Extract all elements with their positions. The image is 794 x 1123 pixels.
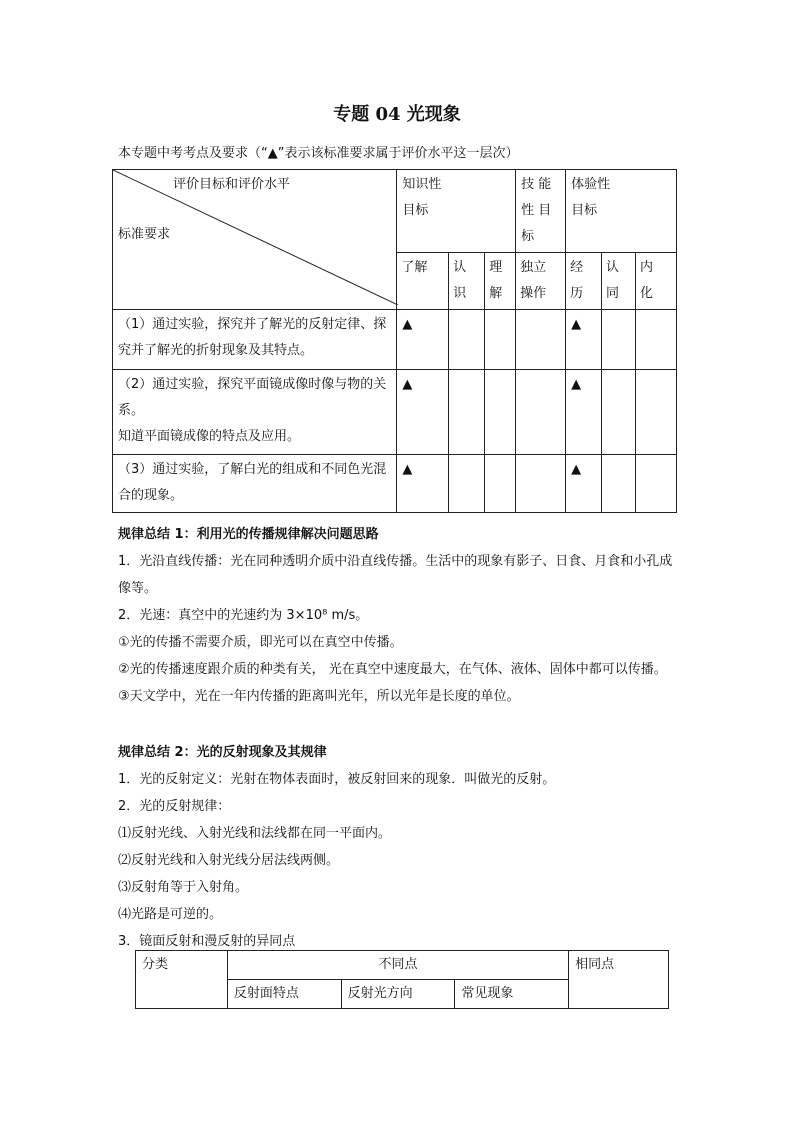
- paragraph: ⑷光路是可逆的。: [118, 907, 223, 922]
- header-similarity: 相同点: [569, 951, 669, 1009]
- mark-cell: ▲: [397, 370, 449, 455]
- mark-cell: ▲: [566, 370, 602, 455]
- header-category: 分类: [136, 951, 228, 1009]
- mark-cell: [485, 370, 516, 455]
- mark-cell: ▲: [397, 455, 449, 513]
- requirement-text: （2）通过实验，探究平面镜成像时像与物的关系。 知道平面镜成像的特点及应用。: [113, 370, 397, 455]
- section-1: [118, 521, 678, 710]
- header-corner-bottom: 标准要求: [118, 227, 171, 242]
- group-knowledge: 知识性 目标: [397, 170, 516, 253]
- mark-cell: [485, 310, 516, 370]
- paragraph: ⑵反射光线和入射光线分居法线两侧。: [118, 853, 340, 868]
- header-corner-top: 评价目标和评价水平: [173, 177, 291, 192]
- requirement-text: （1）通过实验，探究并了解光的反射定律、探究并了解光的折射现象及其特点。: [113, 310, 397, 370]
- mark-cell: [449, 370, 485, 455]
- page-title: 专题 04 光现象: [333, 104, 461, 125]
- level-cell: 理 解: [485, 253, 516, 310]
- header-corner-cell: [113, 170, 397, 310]
- paragraph: ①光的传播不需要介质，即光可以在真空中传播。: [118, 635, 403, 650]
- evaluation-table: [112, 169, 677, 513]
- paragraph: ③天文学中，光在一年内传播的距离叫光年，所以光年是长度的单位。: [118, 689, 520, 704]
- mark-cell: [635, 370, 676, 455]
- group-skill: 技 能 性 目 标: [516, 170, 566, 253]
- mark-cell: ▲: [566, 310, 602, 370]
- subheader-cell: 反射光方向: [341, 980, 455, 1009]
- table-row: [113, 370, 677, 455]
- level-cell: 了解: [397, 253, 449, 310]
- mark-cell: ▲: [397, 310, 449, 370]
- mark-cell: [602, 455, 636, 513]
- level-cell: 认 同: [602, 253, 636, 310]
- level-cell: 内 化: [635, 253, 676, 310]
- paragraph: 1．光的反射定义：光射在物体表面时，被反射回来的现象．叫做光的反射。: [118, 772, 556, 787]
- mark-cell: [602, 310, 636, 370]
- paragraph: 2．光的反射规律：: [118, 799, 231, 814]
- intro-text: 本专题中考考点及要求（“▲”表示该标准要求属于评价水平这一层次）: [118, 146, 519, 161]
- section-2: [118, 739, 678, 955]
- subheader-cell: 反射面特点: [227, 980, 341, 1009]
- mark-cell: [602, 370, 636, 455]
- mark-cell: [516, 455, 566, 513]
- section-heading: 规律总结 2：光的反射现象及其规律: [118, 745, 327, 760]
- mark-cell: ▲: [566, 455, 602, 513]
- mark-cell: [635, 455, 676, 513]
- level-cell: 认 识: [449, 253, 485, 310]
- paragraph: 1．光沿直线传播：光在同种透明介质中沿直线传播。生活中的现象有影子、日食、月食和小孔成像等。: [118, 554, 673, 596]
- table-row: [113, 455, 677, 513]
- paragraph: ⑶反射角等于入射角。: [118, 880, 249, 895]
- table-row: [113, 310, 677, 370]
- mark-cell: [449, 310, 485, 370]
- group-experience: 体验性 目标: [566, 170, 677, 253]
- paragraph: 2．光速：真空中的光速约为 3×10⁸ m/s。: [118, 608, 369, 623]
- mark-cell: [516, 310, 566, 370]
- level-cell: 经 历: [566, 253, 602, 310]
- level-cell: 独立 操作: [516, 253, 566, 310]
- mark-cell: [516, 370, 566, 455]
- header-difference: 不同点: [227, 951, 568, 980]
- requirement-text: （3）通过实验，了解白光的组成和不同色光混合的现象。: [113, 455, 397, 513]
- mark-cell: [449, 455, 485, 513]
- reflection-comparison-table: [135, 950, 669, 1009]
- paragraph: ②光的传播速度跟介质的种类有关， 光在真空中速度最大，在气体、液体、固体中都可以传播。: [118, 662, 667, 677]
- subheader-cell: 常见现象: [455, 980, 569, 1009]
- section-heading: 规律总结 1：利用光的传播规律解决问题思路: [118, 527, 379, 542]
- mark-cell: [485, 455, 516, 513]
- mark-cell: [635, 310, 676, 370]
- paragraph: ⑴反射光线、入射光线和法线都在同一平面内。: [118, 826, 392, 841]
- paragraph: 3．镜面反射和漫反射的异同点: [118, 934, 296, 949]
